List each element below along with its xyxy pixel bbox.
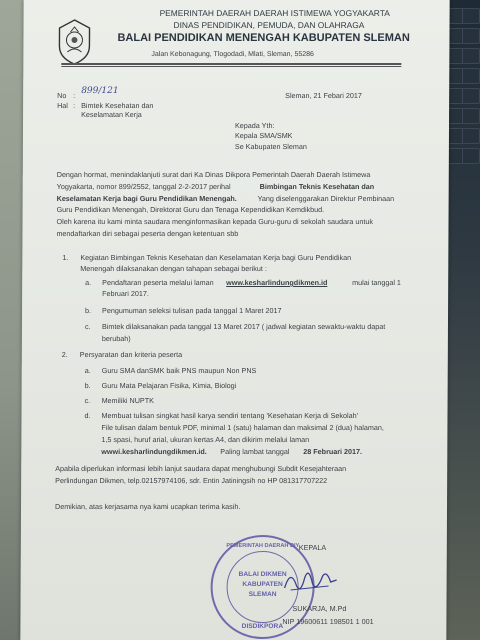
item2a-line1: Guru SMA danSMK baik PNS maupun Non PNS	[101, 366, 257, 375]
item2-line1: Persyaratan dan kriteria peserta	[79, 350, 183, 359]
letterhead-department: DINAS PENDIDIKAN, PEMUDA, DAN OLAHRAGA	[173, 20, 365, 30]
hal-label: Hal	[57, 101, 68, 110]
item2c-mark: c.	[84, 396, 91, 405]
letterhead-government: PEMERINTAH DAERAH DAERAH ISTIMEWA YOGYAKARTA	[159, 8, 390, 18]
item2d-mark: d.	[84, 411, 91, 420]
item2d-line3: 1,5 spasi, huruf arial, ukuran kertas A4, dan dikirim melalui laman	[101, 435, 310, 444]
signature-scribble	[281, 560, 341, 600]
body-p1-line2a: Yogyakarta, nomor 899/2552, tanggal 2-2-2017 perihal	[56, 182, 231, 191]
item2d-line2: File tulisan dalam bentuk PDF, minimal 1 (satu) halaman dan maksimal 2 (dua) halaman,	[101, 423, 384, 432]
letterhead-rule-thin	[61, 66, 401, 67]
item1a-url-link[interactable]: www.kesharlindungdikmen.id	[226, 278, 328, 287]
recipient-line2: Kepala SMA/SMK	[234, 131, 293, 140]
letterhead-rule	[61, 63, 401, 65]
closing-p4: Demikian, atas kerjasama nya kami ucapkan terima kasih.	[54, 502, 241, 511]
item1b-line1: Pengumuman seleksi tulisan pada tanggal 1 Maret 2017	[102, 306, 282, 315]
body-p1-line3a: Keselamatan Kerja bagi Guru Pendidikan Menengah.	[56, 194, 237, 203]
yogyakarta-emblem-icon	[55, 18, 93, 66]
item2-number: 2.	[61, 350, 68, 359]
letter-date: Sleman, 21 Febari 2017	[285, 91, 362, 100]
item2c-line1: Memiliki NUPTK	[101, 396, 154, 405]
body-p2-line1: Oleh karena itu kami minta saudara menginformasikan kepada Guru-guru di sekolah saudara untuk	[56, 217, 373, 226]
letterhead-address: Jalan Kebonagung, Tlogodadi, Mlati, Sleman, 55286	[151, 51, 314, 58]
item1b-mark: b.	[85, 306, 92, 315]
letterhead-office: BALAI PENDIDIKAN MENENGAH KABUPATEN SLEMAN	[117, 32, 410, 44]
item2a-mark: a.	[84, 366, 91, 375]
item2d-line1: Membuat tulisan singkat hasil karya sendiri tentang 'Kesehatan Kerja di Sekolah'	[101, 411, 358, 420]
body-p1-line3b: Yang diselenggarakan Direktur Pembinaan	[257, 194, 395, 203]
item1a-line1b: mulai tanggal 1	[352, 278, 401, 287]
stamp-line1: BALAI DIKMEN	[238, 571, 287, 578]
item1-number: 1.	[62, 253, 69, 262]
item2b-line1: Guru Mata Pelajaran Fisika, Kimia, Biologi	[101, 381, 237, 390]
item2d-line4: Paling lambat tanggal	[220, 447, 290, 456]
subject-line2: Keselamatan Kerja	[81, 110, 142, 119]
closing-p3-line1: Apabila diperlukan informasi lebih lanjut saudara dapat menghubungi Subdit Kesejahteraan	[55, 464, 347, 473]
recipient-line3: Se Kabupaten Sleman	[234, 142, 307, 151]
stamp-line2: KABUPATEN	[242, 581, 283, 588]
item1-line1: Kegiatan Bimbingan Teknis Kesehatan dan Keselamatan Kerja bagi Guru Pendidikan	[80, 253, 352, 262]
stamp-bottom-text: DISDIKPORA	[241, 623, 284, 630]
item1c-mark: c.	[84, 322, 91, 331]
subject-line1: Bimtek Kesehatan dan	[81, 101, 154, 110]
item1a-line2: Februari 2017.	[102, 289, 149, 298]
stamp-line3: SLEMAN	[248, 591, 277, 598]
stamp-ring-text: PEMERINTAH DAERAH DIY	[226, 543, 300, 549]
item2d-url-link[interactable]: wwwi.kesharlindungdikmen.id.	[101, 447, 207, 456]
closing-p3-line2: Perlindungan Dikmen, telp.02157974106, sdr. Entin Jatiningsih no HP 081317707222	[55, 476, 328, 485]
body-p1-line1: Dengan hormat, menindaklanjuti surat dari Ka Dinas Dikpora Pemerintah Daerah Daerah Istimewa	[56, 170, 371, 179]
body-p1-line4: Guru Pendidikan Menengah, Direktorat Guru dan Tenaga Kependidikan Kemdikbud.	[56, 205, 325, 214]
letter-number: 899/121	[81, 86, 119, 96]
item1c-line2: berubah)	[101, 334, 131, 343]
no-label: No	[57, 91, 67, 100]
signature-title: KEPALA	[298, 543, 327, 552]
letter-paper: PEMERINTAH DAERAH DAERAH ISTIMEWA YOGYAKARTA DINAS PENDIDIKAN, PEMUDA, DAN OLAHRAGA BALAI PENDIDIKAN MENENGAH KABUPATEN SLEMAN Jalan Kebonagung, Tlogodadi, Mlati, Sleman, 55286 No : 899/121 Hal : Bimtek Kesehatan dan Keselamatan Kerja Sleman, 21 Febari 2017 Kepada Yth: Kepala SMA/SMK Se Kabupaten Sleman Dengan hormat, menindaklanjuti surat dari Ka Dinas Dikpora Pemerintah Daerah Daerah Istimewa Yogyakarta, nomor 899/2552, tanggal 2-2-2017 perihal Bimbingan Teknis Kesehatan dan Keselamatan Kerja bagi Guru Pendidikan Menengah. Yang diselenggarakan Direktur Pembinaan Guru Pendidikan Menengah, Direktorat Guru dan Tenaga Kependidikan Kemdikbud. Oleh karena itu kami minta saudara menginformasikan kepada Guru-guru di sekolah saudara untuk mendaftarkan diri sebagai peserta dengan ketentuan sbb 1. Kegiatan Bimbingan Teknis Kesehatan dan Keselamatan Kerja bagi Guru Pendidikan Menengah dilaksanakan dengan tahapan sebagai berikut : a. Pendaftaran peserta melalui laman www.kesharlindungdikmen.id mulai tanggal 1 Februari 2017. b. Pengumuman seleksi tulisan pada tanggal 1 Maret 2017 c. Bimtek dilaksanakan pada tanggal 13 Maret 2017 ( jadwal kegiatan sewaktu-waktu dapat berubah) 2. Persyaratan dan kriteria peserta a. Guru SMA danSMK baik PNS maupun Non PNS b. Guru Mata Pelajaran Fisika, Kimia, Biologi c. Memiliki NUPTK d. Membuat tulisan singkat hasil karya sendiri tentang 'Kesehatan Kerja di Sekolah' File tulisan dalam bentuk PDF, minimal 1 (satu) halaman dan maksimal 2 (dua) halaman, 1,5 spasi, huruf arial, ukuran kertas A4, dan dikirim melalui laman wwwi.kesharlindungdikmen.id. Paling lambat tanggal 28 Februari 2017. Apabila diperlukan informasi lebih lanjut saudara dapat menghubungi Subdit Kesejahteraan Perlindungan Dikmen, telp.02157974106, sdr. Entin Jatiningsih no HP 081317707222 Demikian, atas kerjasama nya kami ucapkan terima kasih. PEMERINTAH DAERAH DIY BALAI DIKMEN KABUPATEN SLEMAN DISDIKPORA KEPALA SUKARJA, M.Pd NIP 19600611 198501 1 001	[20, 0, 449, 640]
item1a-mark: a.	[85, 278, 92, 287]
item1-line2: Menengah dilaksanakan dengan tahapan sebagai berikut :	[80, 264, 267, 273]
body-p2-line2: mendaftarkan diri sebagai peserta dengan ketentuan sbb	[56, 229, 239, 238]
item1c-line1: Bimtek dilaksanakan pada tanggal 13 Maret 2017 ( jadwal kegiatan sewaktu-waktu dapat	[101, 322, 386, 331]
signatory-name: SUKARJA, M.Pd	[292, 604, 347, 613]
body-p1-line2b: Bimbingan Teknis Kesehatan dan	[259, 182, 375, 191]
recipient-line1: Kepada Yth:	[234, 121, 275, 130]
item1a-line1a: Pendaftaran peserta melalui laman	[102, 278, 214, 287]
signatory-nip: NIP 19600611 198501 1 001	[282, 617, 374, 626]
item2b-mark: b.	[84, 381, 91, 390]
item2d-deadline: 28 Februari 2017.	[303, 447, 363, 456]
